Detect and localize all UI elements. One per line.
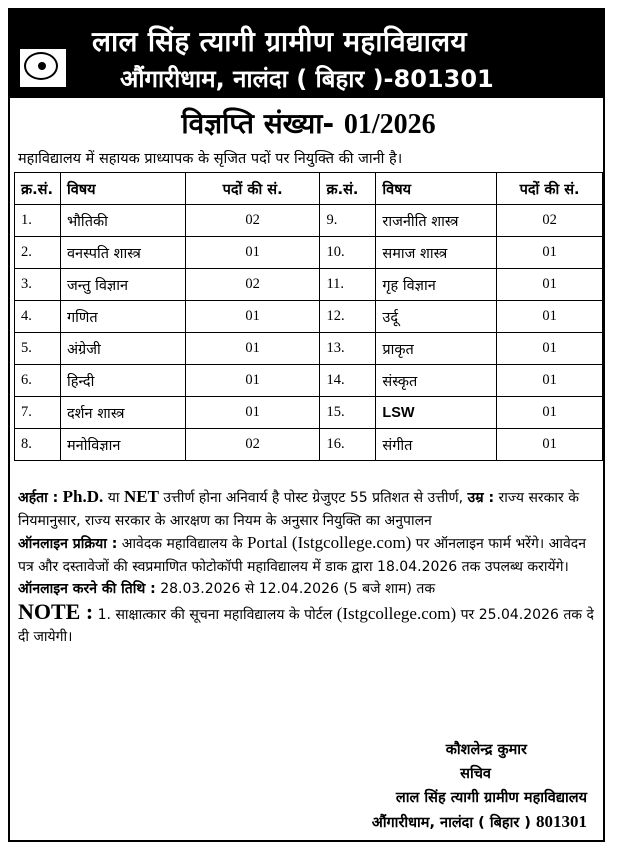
subject-cell: LSW [376,397,497,429]
col-header-posts: पदों की सं. [185,173,320,205]
posts-cell: 02 [185,429,320,461]
table-row [15,397,603,429]
posts-cell: 01 [185,397,320,429]
signatory-designation: सचिव [460,766,491,782]
online-date-paragraph [18,578,598,601]
subject-cell: भौतिकी [60,205,185,237]
signatory-name: कौशलेन्द्र कुमार [445,742,527,758]
notice-details [18,486,598,649]
serial-cell: 10. [320,237,376,269]
signatory-place-text: औंगारीधाम, नालंदा ( बिहार ) [371,815,531,831]
subject-cell: समाज शास्त्र [376,237,497,269]
serial-cell: 3. [15,269,61,301]
subject-cell: दर्शन शास्त्र [60,397,185,429]
note-text2: पर 25.04.2026 तक दे दी जायेगी। [18,606,594,645]
college-emblem-icon [18,47,68,89]
serial-cell: 9. [320,205,376,237]
posts-table [14,172,603,461]
posts-cell: 01 [497,333,603,365]
table-row [15,269,603,301]
serial-cell: 8. [15,429,61,461]
notice-number-heading [0,104,617,142]
age-label: उम्र : [467,490,495,506]
serial-cell: 16. [320,429,376,461]
table-row [15,301,603,333]
eligibility-net: NET [123,487,159,506]
serial-cell: 7. [15,397,61,429]
col-header-posts: पदों की सं. [497,173,603,205]
subject-cell: जन्तु विज्ञान [60,269,185,301]
online-date-text: 28.03.2026 से 12.04.2026 (5 बजे शाम) तक [160,581,436,597]
subject-cell: वनस्पति शास्त्र [60,237,185,269]
online-process-label: ऑनलाइन प्रक्रिया : [18,536,118,552]
posts-cell: 01 [185,365,320,397]
college-address: औंगारीधाम, नालंदा ( बिहार )-801301 [120,65,494,93]
subject-cell: मनोविज्ञान [60,429,185,461]
notice-number: 01/2026 [343,109,436,140]
subject-cell: अंग्रेजी [60,333,185,365]
online-date-label: ऑनलाइन करने की तिथि : [18,581,156,597]
table-row [15,333,603,365]
note-label: NOTE : [18,598,94,624]
subject-cell: गणित [60,301,185,333]
notice-label: विज्ञप्ति संख्या- [181,107,335,140]
subject-cell: गृह विज्ञान [376,269,497,301]
college-name: लाल सिंह त्यागी ग्रामीण महाविद्यालय [92,25,467,58]
posts-cell: 02 [185,205,320,237]
col-header-subject: विषय [60,173,185,205]
eligibility-text: उत्तीर्ण होना अनिवार्य है पोस्ट ग्रेजुएट 55 प्रतिशत से उत्तीर्ण, [163,490,464,506]
online-process-text1: आवेदक महाविद्यालय के [121,536,243,552]
signatory-college: लाल सिंह त्यागी ग्रामीण महाविद्यालय [395,790,587,806]
serial-cell: 2. [15,237,61,269]
note-text1: 1. साक्षात्कार की सूचना महाविद्यालय के पोर्टल [97,606,333,623]
posts-cell: 01 [185,333,320,365]
age-text: राज्य सरकार के नियमानुसार, राज्य सरकार के आरक्षण का नियम के अनुसार नियुक्ति का अनुपालन [18,490,579,529]
table-header-row [15,173,603,205]
posts-cell: 01 [497,429,603,461]
table-row [15,365,603,397]
col-header-serial: क्र.सं. [320,173,376,205]
posts-cell: 01 [497,269,603,301]
table-row [15,205,603,237]
posts-cell: 01 [185,301,320,333]
serial-cell: 11. [320,269,376,301]
serial-cell: 5. [15,333,61,365]
col-header-subject: विषय [376,173,497,205]
serial-cell: 12. [320,301,376,333]
portal-link: Portal (Istgcollege.com) [247,533,412,552]
posts-cell: 01 [497,301,603,333]
signature-block [372,738,587,835]
col-header-serial: क्र.सं. [15,173,61,205]
eligibility-paragraph [18,486,598,532]
posts-cell: 01 [497,237,603,269]
posts-cell: 01 [497,397,603,429]
eligibility-or: या [107,490,120,506]
signatory-place [372,810,587,835]
serial-cell: 4. [15,301,61,333]
posts-cell: 01 [497,365,603,397]
serial-cell: 14. [320,365,376,397]
subject-cell: प्राकृत [376,333,497,365]
signatory-pin: 801301 [536,812,587,831]
subject-cell: संगीत [376,429,497,461]
serial-cell: 6. [15,365,61,397]
table-row [15,429,603,461]
posts-cell: 02 [497,205,603,237]
subject-cell: संस्कृत [376,365,497,397]
eligibility-phd: Ph.D. [62,487,104,506]
serial-cell: 13. [320,333,376,365]
posts-cell: 02 [185,269,320,301]
serial-cell: 15. [320,397,376,429]
subject-cell: हिन्दी [60,365,185,397]
intro-text: महाविद्यालय में सहायक प्राध्यापक के सृजित पदों पर नियुक्ति की जानी है। [18,151,403,167]
online-process-text2: पर ऑनलाइन फार्म भरेंगे। आवेदन पत्र और दस्तावेजों की स्वप्रमाणित फोटोकॉपी महाविद्यालय में डाक द्वारा 18.04.2026 तक उपलब्ध करायेंगे। [18,536,586,575]
table-row [15,237,603,269]
note-portal: (Istgcollege.com) [336,603,457,623]
serial-cell: 1. [15,205,61,237]
eligibility-label: अर्हता : [18,490,59,506]
posts-cell: 01 [185,237,320,269]
college-header [8,8,605,98]
note-paragraph [18,598,598,649]
online-process-paragraph [18,532,598,578]
subject-cell: राजनीति शास्त्र [376,205,497,237]
subject-cell: उर्दू [376,301,497,333]
